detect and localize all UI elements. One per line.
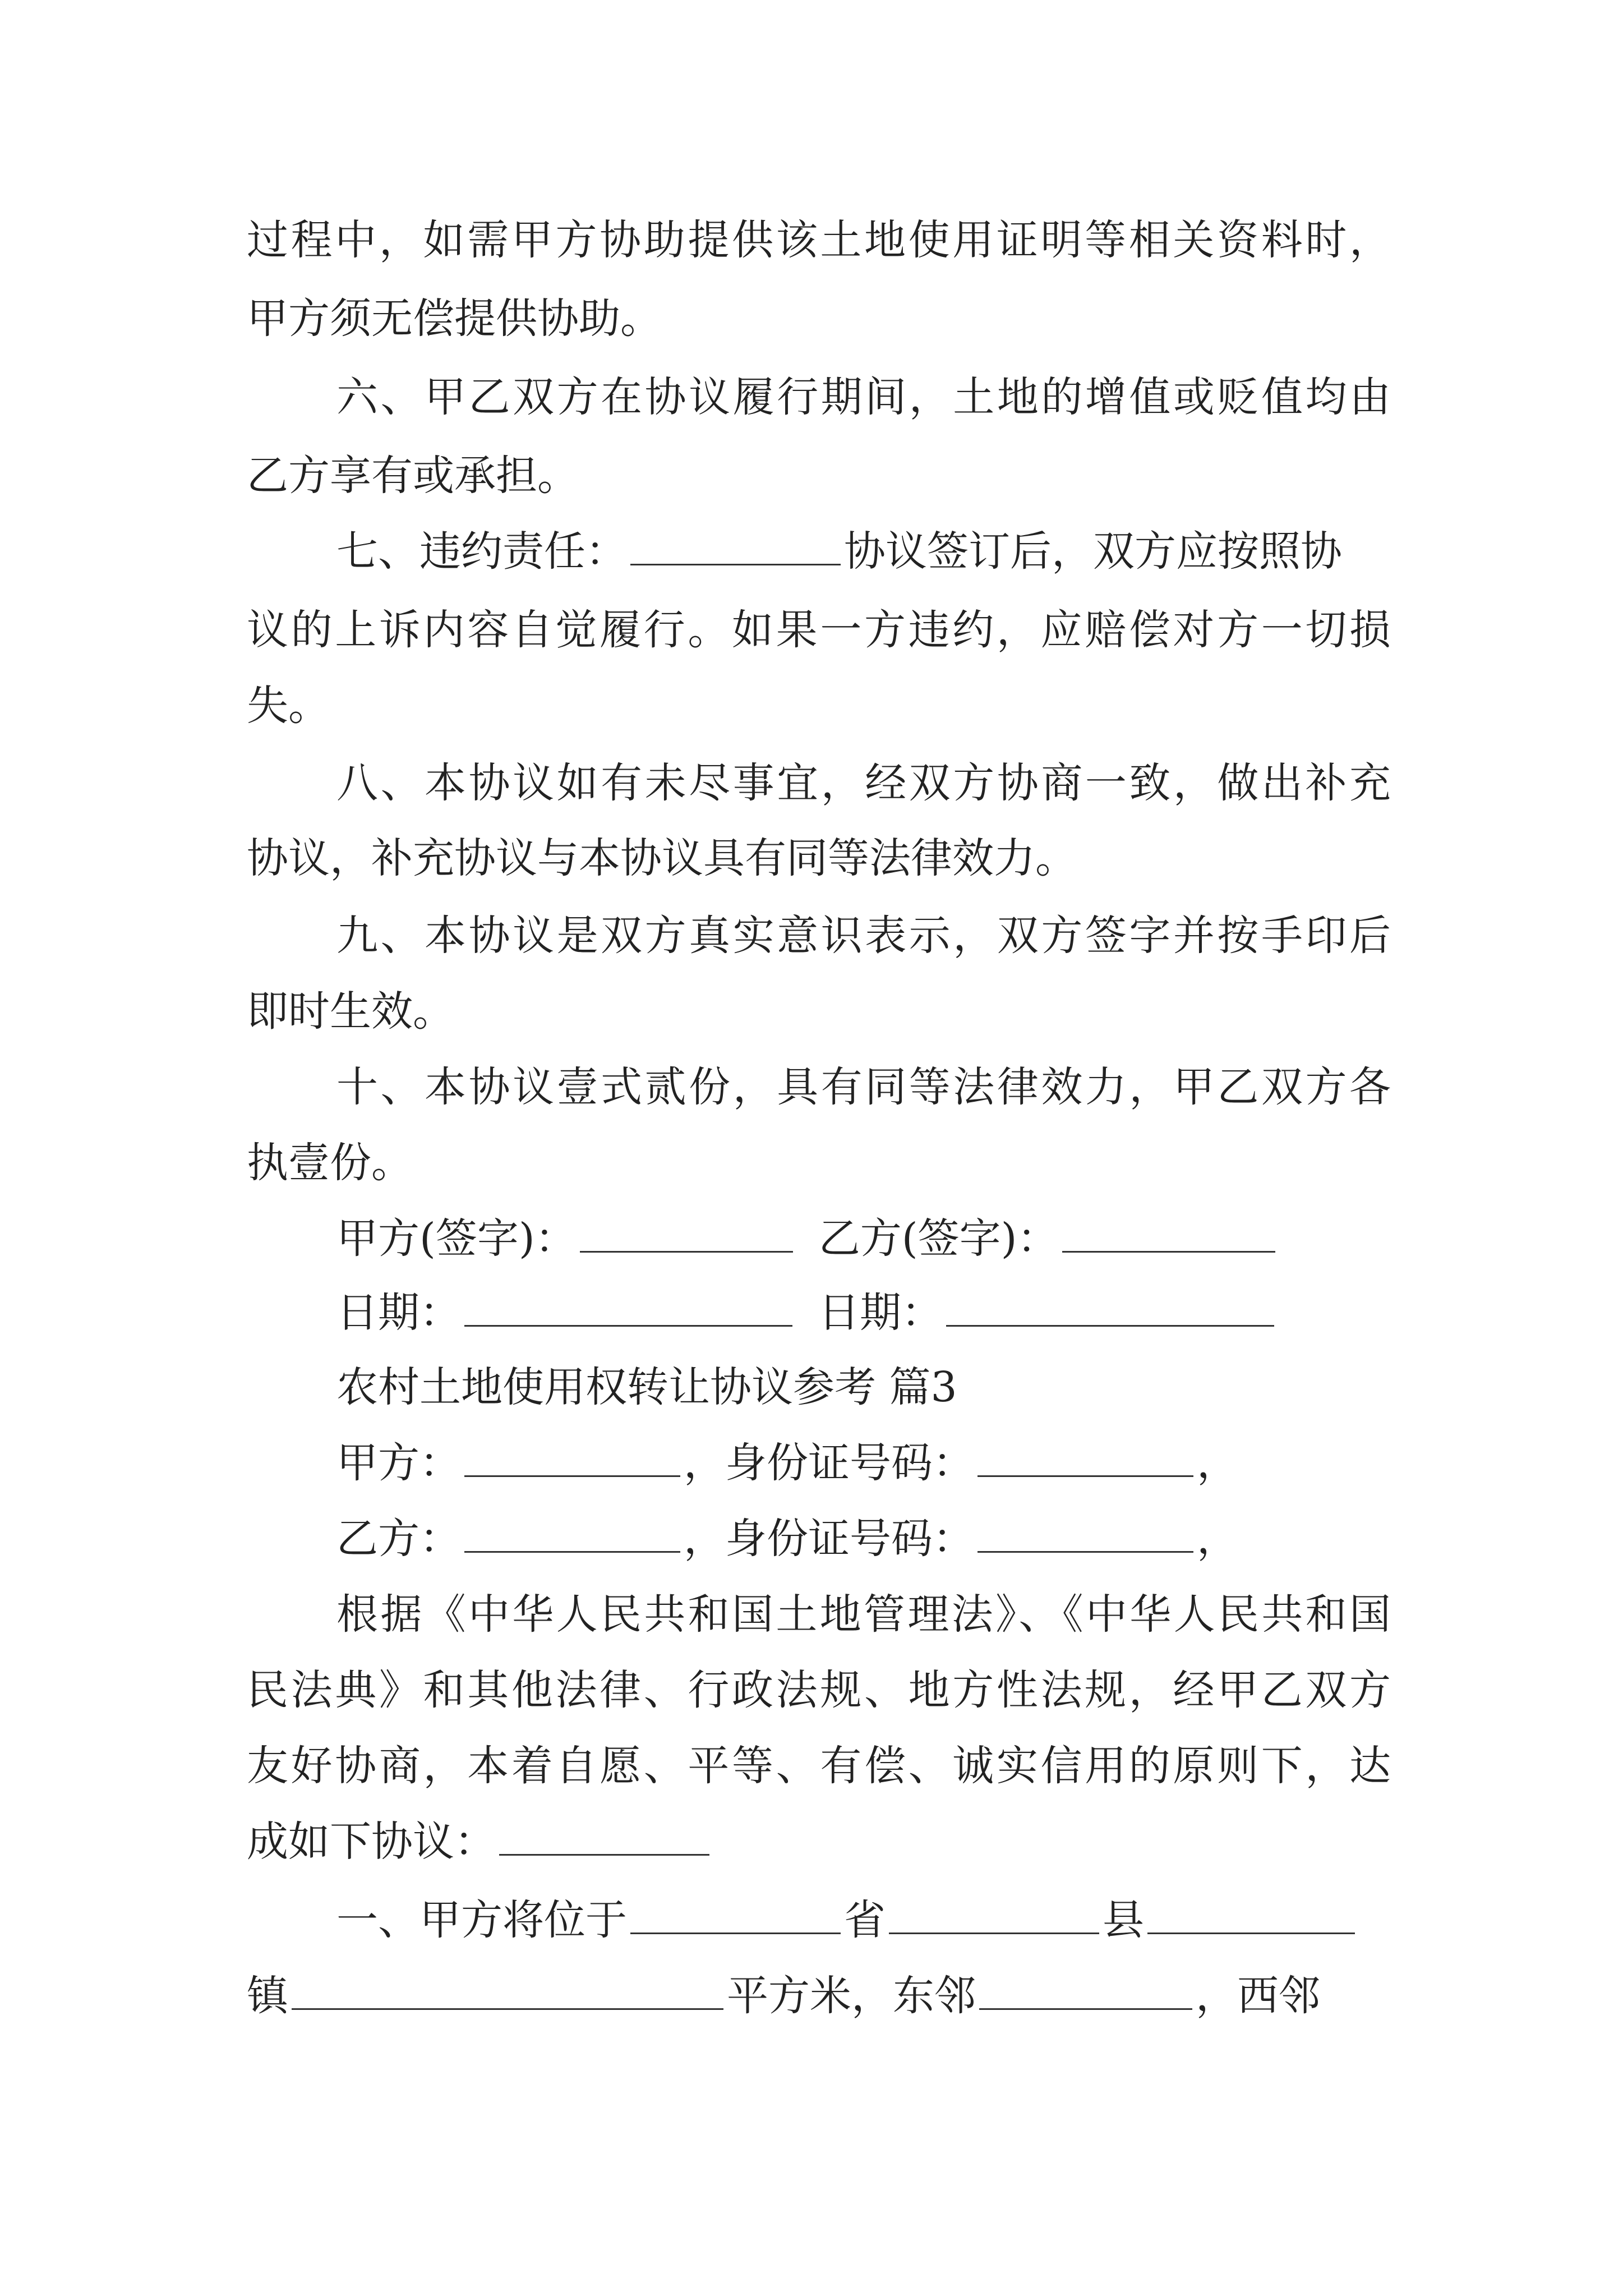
paragraph-line: 成如下协议： [247, 1815, 1391, 1869]
party-a-id-field[interactable] [978, 1438, 1193, 1477]
party-a-signature-field[interactable] [580, 1214, 793, 1253]
party-a-line: 甲方： ，身份证号码： ， [336, 1439, 1238, 1487]
clause-nine-line: 九、本协议是双方真实意识表示，双方签字并按手印后 [336, 912, 1391, 960]
paragraph-line: 根据《中华人民共和国土地管理法》、《中华人民共和国 [336, 1590, 1391, 1639]
party-b-date-field[interactable] [946, 1288, 1274, 1327]
paragraph-line: 甲方须无偿提供协助。 [247, 295, 662, 343]
section-title: 农村土地使用权转让协议参考 篇3 [336, 1363, 957, 1411]
clause-seven-line: 七、违约责任： 协议签订后，双方应按照协 [336, 527, 1342, 576]
paragraph-line: 失。 [247, 682, 330, 730]
party-b-signature-field[interactable] [1062, 1214, 1275, 1253]
party-a-date-field[interactable] [464, 1288, 792, 1327]
paragraph-line: 议的上诉内容自觉履行。如果一方违约，应赔偿对方一切损 [247, 606, 1391, 654]
party-b-id-field[interactable] [978, 1514, 1193, 1553]
paragraph-line: 执壹份。 [247, 1139, 413, 1187]
paragraph-line: 镇 平方米，东邻 ，西邻 [247, 1972, 1320, 2020]
clause-six-line: 六、甲乙双方在协议履行期间，土地的增值或贬值均由 [336, 373, 1391, 421]
paragraph-line: 友好协商，本着自愿、平等、有偿、诚实信用的原则下，达 [247, 1742, 1391, 1790]
paragraph-line: 过程中，如需甲方协助提供该土地使用证明等相关资料时， [247, 216, 1391, 264]
paragraph-line: 即时生效。 [247, 987, 454, 1036]
paragraph-line: 民法典》和其他法律、行政法规、地方性法规，经甲乙双方 [247, 1666, 1391, 1714]
signature-line: 甲方(签字)： 乙方(签字)： [336, 1212, 1391, 1266]
party-b-line: 乙方： ，身份证号码： ， [336, 1515, 1238, 1563]
township-field[interactable] [1147, 1895, 1355, 1934]
paragraph-line: 协议，补充协议与本协议具有同等法律效力。 [247, 834, 1077, 882]
party-a-name-field[interactable] [464, 1438, 680, 1477]
blank-field[interactable] [499, 1817, 709, 1856]
date-line: 日期： 日期： [336, 1286, 1391, 1340]
area-field[interactable] [292, 1971, 723, 2010]
party-b-name-field[interactable] [464, 1514, 680, 1553]
clause-one-line: 一、甲方将位于 省 县 [336, 1893, 1391, 1947]
clause-eight-line: 八、本协议如有未尽事宜，经双方协商一致，做出补充 [336, 759, 1391, 807]
county-field[interactable] [889, 1895, 1099, 1934]
blank-field[interactable] [630, 527, 841, 565]
east-neighbor-field[interactable] [979, 1971, 1192, 2010]
clause-ten-line: 十、本协议壹式贰份，具有同等法律效力，甲乙双方各 [336, 1063, 1391, 1111]
paragraph-line: 乙方享有或承担。 [247, 452, 579, 500]
province-field[interactable] [630, 1895, 841, 1934]
